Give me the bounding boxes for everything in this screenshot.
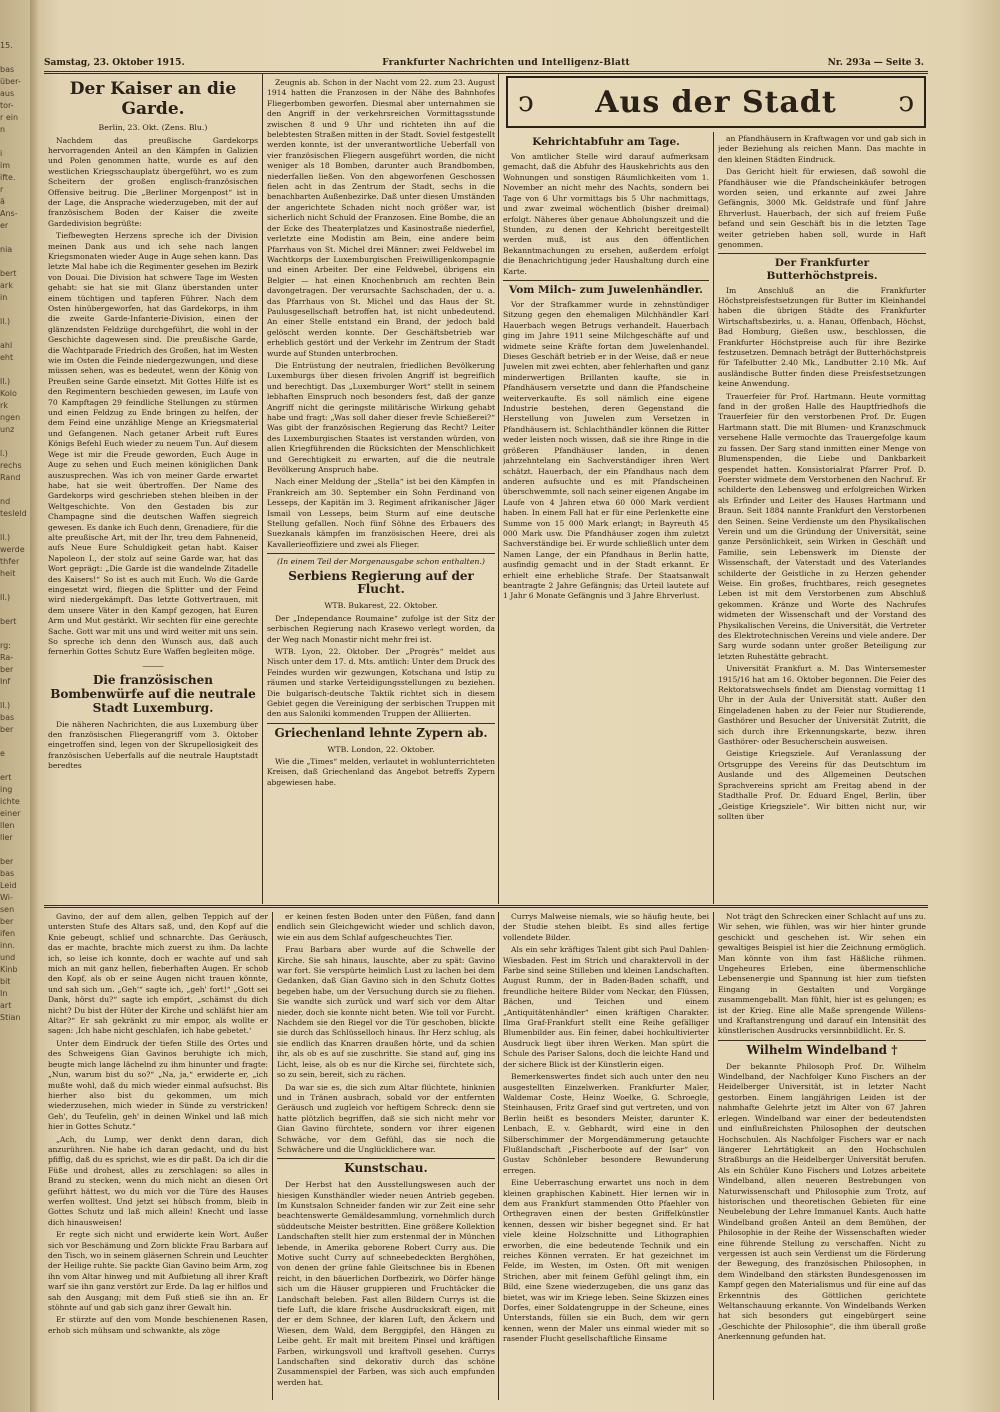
paragraph: Bemerkenswertes findet sich auch unter den neu ausgestellten Einzelwerken. Frankfurter Maler, Waldemar Coste, Heinz Woelke, G. Schroegle, Steinhausen, Fritz Graef sind gut vertreten, und von Berlin heißt es besonders Meister, darunter K. Lenbach, E. v. Gebhardt, wird eine in den Silberschimmer der Morgendämmerung getauchte Flußlandschaft „Fischerboote auf der Isar“ von Gustav Schönleber besondere Bewunderung erregen. bbox=[503, 1072, 709, 1175]
margin-line: r bbox=[0, 185, 4, 194]
paragraph: Unter dem Eindruck der tiefen Stille des Ortes und des Schweigens Gian Gavinos beruhigte ich mich, beugte mich lange lächelnd zu ihm hinunter und fragte: „Nun, warum bist du so?“ „Na, ja,“ erwiderte er, „ich mußte wohl, daß du mich wieder einmal aufsuchst. Bis hierher also bist du gekommen, um mich wiederzusehen, mich wieder in Sünde zu verstricken! Geh', du Teufelin, geh' in deinen Winkel und laß mich hier in Gottes Schutz.“ bbox=[48, 1038, 268, 1132]
margin-line: heit bbox=[0, 569, 16, 578]
body-kehricht bbox=[503, 152, 709, 277]
header-page-number: Nr. 293a — Seite 3. bbox=[827, 58, 924, 68]
dateline-bukarest: WTB. Bukarest, 22. Oktober. bbox=[324, 601, 438, 611]
divider-4 bbox=[718, 253, 926, 254]
margin-line: n bbox=[0, 125, 6, 134]
article-luxemburg-cont bbox=[267, 78, 495, 904]
paragraph: Er stürzte auf den vom Monde beschienenen Rasen, erhob sich mühsam und schwankte, als zöge bbox=[48, 1315, 268, 1335]
margin-line: über- bbox=[0, 77, 21, 86]
margin-line: bas bbox=[0, 713, 15, 722]
margin-line bbox=[0, 364, 30, 376]
column-rule-2 bbox=[498, 74, 499, 904]
margin-line: ber bbox=[0, 917, 14, 926]
margin-line: bert bbox=[0, 269, 17, 278]
margin-line bbox=[0, 484, 30, 496]
paragraph: Vor der Strafkammer wurde in zehnstündiger Sitzung gegen den ehemaligen Milchhändler Karl Hauerbach wegen Betrugs verhandelt. Hauerbach ging im Jahre 1911 seine Milchgeschäfte auf und widmete seine Kräfte fortan dem Juwelenhandel. Dieses Geschäft betrieb er in der Weise, daß er neue Juwelen mit zwei echten, aber fehlerhaften und ganz minderwertigen Brillanten kaufte, sie in Pfandhäusern versetzte und dann die Pfandscheine weiterverkaufte. Es soll nämlich eine eigene Industrie bestehen, deren Gegenstand die Herstellung von Juwelen zum Versetzen in Pfandhäusern ist. Schlachthändler können die Ritter weder leisten noch wissen, daß sie ihre Ringe in die größeren Pfandhäuser landen, in denen jahrzehntelang ein Sachverständiger ihren Wert schätzt. Hauerbach, der ein Pfandhaus nach dem anderen aufsuchte und es mit Pfandscheinen überschwemmte, soll nach seiner eigenen Angabe im Laufe von 4 Jahren etwa 60 000 Mark verdient haben. In einem Fall hat er für eine Perlenkette eine Summe von 15 000 Mark erlangt; in Bayreuth 45 000 Mark usw. Die Pfandhäuser zogen ihm zuletzt Sachverständige bei. Er wurde schließlich unter dem Namen Lange, der ein Pfandhaus in Berlin hatte, ausfindig gemacht und in der Stadt erkannt. Er erhielt eine erhebliche Strafe. Der Staatsanwalt beantragte 2 Jahre Gefängnis; das Urteil lautete auf 1 Jahr 6 Monate Gefängnis und 3 Jahre Ehrverlust. bbox=[503, 300, 709, 601]
body-kaiser-garde bbox=[48, 136, 258, 658]
margin-line: rechs bbox=[0, 461, 22, 470]
headline-luxemburg: Die französischen Bombenwürfe auf die neutrale Stadt Luxemburg. bbox=[50, 673, 256, 715]
body-luxemburg bbox=[48, 720, 258, 772]
headline-serbien: Serbiens Regierung auf der Flucht. bbox=[288, 568, 474, 597]
margin-line: ngen bbox=[0, 413, 21, 422]
margin-line bbox=[0, 328, 30, 340]
margin-line: ifte. bbox=[0, 173, 16, 182]
paragraph: Frau Barbara aber wurde auf die Schwelle der Kirche. Sie sah hinaus, lauschte, aber zu spät: Gavino war fort. Sie verspürte heimlich Lust zu lachen bei dem Gedanken, daß Gian Gavino sich in den Schutz Gottes begeben habe, um der Versuchung durch sie zu fliehen. Sie wandte sich zurück und warf sich vor dem Altar nieder, doch sie konnte nicht beten. Wie toll vor Furcht. Nachdem sie den Riegel vor die Tür geschoben, blickte sie durch das Schlüsselloch hinaus. Ihr Herz schlug, als sie endlich das Knarren draußen hörte, und da schien ihr, als ob es auf sie zuschritte. Sie stand auf, ging ins Licht, leise, als ob es nur die Kirche sei, fürchtete sich, so zu sein, bereit, sich zu rächen. bbox=[277, 945, 495, 1080]
header-paper-name: Frankfurter Nachrichten und Intelligenz-Blatt bbox=[382, 58, 631, 68]
margin-line: ll.) bbox=[0, 593, 11, 602]
margin-line: thfer bbox=[0, 557, 20, 566]
margin-line: Wi- bbox=[0, 893, 13, 902]
margin-line: i bbox=[0, 149, 3, 158]
margin-line: einer bbox=[0, 809, 21, 818]
header-date: Samstag, 23. Oktober 1915. bbox=[44, 58, 185, 68]
feuilleton-story bbox=[48, 912, 268, 1400]
lower-column-rule-2 bbox=[498, 912, 499, 1400]
lower-column-rule-3 bbox=[713, 912, 714, 1400]
margin-line bbox=[0, 628, 30, 640]
margin-line bbox=[0, 304, 30, 316]
margin-line: ber bbox=[0, 857, 14, 866]
margin-line: nd bbox=[0, 497, 11, 506]
headline-juwelenhaendler: Vom Milch- zum Juwelenhändler. bbox=[509, 283, 703, 296]
feuilleton-cont bbox=[277, 912, 495, 1400]
divider-2 bbox=[267, 723, 495, 724]
margin-line: nia bbox=[0, 245, 13, 254]
margin-line: ichte bbox=[0, 797, 20, 806]
divider-5 bbox=[277, 1158, 495, 1159]
body-kunstschau-end bbox=[718, 912, 926, 1037]
paragraph: Der „Independance Roumaine“ zufolge ist der Sitz der serbischen Regierung nach Krasewo verlegt worden, da der Weg nach Monastir nicht mehr frei ist. bbox=[267, 613, 495, 644]
windelband-article bbox=[718, 912, 926, 1400]
margin-line: art bbox=[0, 1001, 12, 1010]
divider bbox=[267, 553, 495, 554]
paragraph: Universität Frankfurt a. M. Das Wintersemester 1915/16 hat am 16. Oktober begonnen. Die Feier des Rektoratswechsels findet am Dienstag vormittag 11 Uhr in der Aula der Universität statt. Außer den Eingeladenen haben zu der Feier nur Studierende, Gasthörer und Besucher der Universität Zutritt, die sich durch ihre Erkennungskarte, bezw. ihren Gasthörer- oder Besucherschein ausweisen. bbox=[718, 664, 926, 747]
margin-line: rk bbox=[0, 401, 8, 410]
headline-kunstschau: Kunstschau. bbox=[344, 1161, 428, 1176]
paragraph: Geistige Kriegsziele. Auf Veranlassung der Ortsgruppe des Vereins für das Deutschtum im Auslande und des Allgemeinen Deutschen Sprachvereins spricht am Freitag abend in der Stadthalle Prof. Dr. Eduard Engel, Berlin, über „Geistige Kriegsziele“. Wir bitten nicht nur, wir sollten über bbox=[718, 749, 926, 821]
margin-line: In bbox=[0, 989, 8, 998]
ornament-left-icon: ↄ bbox=[518, 85, 534, 118]
margin-line: ll.) bbox=[0, 533, 11, 542]
paragraph: Das Gericht hielt für erwiesen, daß sowohl die Pfandhäuser wie die Pfandscheinkäufer betrogen worden seien, und erkannte auf zwei Jahre Gefängnis, 3000 Mk. Geldstrafe und fünf Jahre Ehrverlust. Hauerbach, der sich auf freiem Fuße befand und sein Geschäft bis in die letzten Tage weiter getrieben haben soll, wurde in Haft genommen. bbox=[718, 167, 926, 250]
body-juwelenhaendler bbox=[503, 300, 709, 602]
body-serbien bbox=[267, 614, 495, 720]
margin-line: bas bbox=[0, 65, 15, 74]
margin-line: und bbox=[0, 953, 16, 962]
margin-line bbox=[0, 760, 30, 772]
paragraph: Der Herbst hat den Ausstellungswesen auch der hiesigen Kunsthändler wieder neuen Antrieb gegeben. Im Kunstsalon Schneider fanden wir zur Zeit eine sehr beachtenswerte Gemäldesammlung, vornehmlich durch süddeutsche Meister bestritten. Eine größere Kollektion Landschaften stellt hier zum erstenmal der in München lebende, in Amerika geborene Robert Curry aus. Die Motive sucht Curry auf schneebedeckten Berghöhen, von denen der grüne fahle Gleitschnee bis in Ebenen reicht, in den bäuerlichen Dorfbezirk, wo Dörfer hänge sich um die Häuser gruppieren und Fruchtäcker die Landschaft beleben. Fast allen Bildern Currys ist die tiefe Luft, die klare frische Ausdruckskraft eigen, mit der er dem Schnee, der klaren Luft, den Äckern und Wiesen, dem Wald, dem Berggipfel, den Hängen zu Leibe geht. Er malt mit breitem Pinsel und kräftigen Farben, wirkungsvoll und kraftvoll gesehen. Currys Landschaften sind dekorativ durch das schöne Zusammenspiel der Farben, was sich auch empfunden werden hat. bbox=[277, 1180, 495, 1387]
margin-line: im bbox=[0, 161, 11, 170]
paragraph: Nachdem das preußische Gardekorps hervorragenden Anteil an den Kämpfen in Galizien und Polen genommen hatte, wurde es auf den westlichen Kriegsschauplatz übergeführt, wo es zum Scheitern der großen englisch-französischen Offensive beitrug. Die „Berliner Morgenpost“ ist in der Lage, die Ansprache wiederzugeben, mit der auf französischem Boden der Kaiser die zweite Gardedivision begrüßte: bbox=[48, 135, 258, 228]
paragraph: Er regte sich nicht und erwiderte kein Wort. Außer sich vor Beschämung und Zorn blickte Frau Barbara auf den Tisch, wo in seinem gläsernen Schrein und Leuchter der Heilige ruhte. Sie packte Gian Gavino beim Arm, zog ihn vom Altar hinweg und mit Aufbietung all ihrer Kraft warf sie ihn ganz verstört zur Erde. Da lag er hilflos und sah den Ausgang; mit dem Fuß stieß sie ihn an. Er stöhnte auf und gab sich ganz ihrer Gewalt hin. bbox=[48, 1230, 268, 1313]
margin-line: Rand bbox=[0, 473, 21, 482]
headline-kehricht: Kehrichtabfuhr am Tage. bbox=[532, 136, 680, 148]
paragraph: Die Entrüstung der neutralen, friedlichen Bevölkerung Luxemburgs über diesen frivolen Angriff ist begreiflich und berechtigt. Das „Luxemburger Wort“ stellt in seinem lebhaften Einspruch noch besonders fest, daß der ganze Angriff nicht die geringste militärische Wirkung gehabt habe und fragt: „Was soll daher dieser frevle Schießerei?“ Was gibt der französischen Regierung das Recht? Leiter des Luxemburgischen Staates ist verstanden würden, von allen Kriegführenden die Rücksichten der Menschlichkeit und Gerechtigkeit zu erwarten, auf die die neutrale Bevölkerung Anspruch habe. bbox=[267, 360, 495, 475]
kunstschau-cont bbox=[503, 912, 709, 1400]
section-title: Aus der Stadt bbox=[595, 84, 837, 120]
margin-line: Inf bbox=[0, 677, 11, 686]
margin-line: ll.) bbox=[0, 317, 11, 326]
headline-kaiser-garde: Der Kaiser an die Garde. bbox=[69, 79, 237, 119]
margin-line: llen bbox=[0, 821, 15, 830]
paragraph: Von amtlicher Stelle wird darauf aufmerksam gemacht, daß die Abfuhr des Hauskehrichts aus den Wohnungen und sonstigen Räumlichkeiten vom 1. November an nicht mehr des Nachts, sondern bei Tage von 6 Uhr vormittags bis 5 Uhr nachmittags, und zwar zweimal wöchentlich (bisher dreimal) erfolgt. Näheres über genaue Abholungszeit und die Stunden, zu denen der Kehricht bereitgestellt werden muß, ist aus den öffentlichen Bekanntmachungen zu ersehen, außerdem erfolgt die Benachrichtigung jeder Haushaltung durch eine Karte. bbox=[503, 152, 709, 276]
divider-6 bbox=[718, 1040, 926, 1041]
paragraph: Trauerfeier für Prof. Hartmann. Heute vormittag fand in der großen Halle des Hauptfriedhofs die Trauerfeier für den verstorbenen Prof. Dr. Eugen Hartmann statt. Die mit Blumen- und Kranzschmuck versehene Halle vermochte das Trauergefolge kaum zu fassen. Der Sarg stand inmitten einer Menge von Blumenspenden, die Liebe und Dankbarkeit gespendet hatten. Konsistorialrat Pfarrer Prof. D. Foerster widmete dem Verstorbenen den Nachruf. Er schilderte den Lebensweg und erfolgreichen Wirken als Erfinder und Leiter des Hauses Hartmann und Braun. Seit 1884 nannte Frankfurt den Verstorbenen den Seinen. Seine Verdienste um den Physikalischen Verein und um die Gründung der Universität, seine ganze Persönlichkeit, sein Wirken in Geschäft und Familie, sein Lebenswerk im Dienste der Wissenschaft, der Vaterstadt und des Vaterlandes schilderte der Geistliche in zu Herzen gehender Weise. Ein großes, fruchtbares, reich gesegnetes Leben ist mit dem Verstorbenen zum Abschluß gekommen. Kränze und Worte des Nachrufes widmeten der Wissenschaft und der Vorstand des Physikalischen Vereins, die Universität, die Vertreter des Elektrotechnischen Vereins und viele andere. Der Sarg wurde sodann unter großer Beteiligung zur letzten Ruhestätte gebracht. bbox=[718, 391, 926, 661]
paragraph: Gavino, der auf dem allen, gelben Teppich auf der untersten Stufe des Altars saß, und, den Kopf auf die Knie gebeugt, schlief und schnarchte. Das Geräusch, das er machte, brachte mich zuerst zu ihm. Da lachte ich, so leise ich konnte, doch er wachte auf und sah mich an mit ganz hellen, fieberhaften Augen. Er schob den Kopf, als ob er seine Augen nicht trauen könnte, und sah sich um. „Geh'“ sagte ich, „geh' fort!“ „Gott sei Dank, hörst du?“ sagte ich empört, „schämst du dich nicht? Du bist der Hüter der Kirche und schläfst hier am Altar?“ Er sah gekränkt zu mir empor, als wollte er sagen: ‚Ich habe nicht geschlafen, ich habe gebetet.‘ bbox=[48, 912, 268, 1036]
paragraph: Da war sie es, die sich zum Altar flüchtete, hinknien und in Tränen ausbrach, sobald vor der entfernten Geräusch und zugleich vor heftigem Schreck: denn sie hatte plötzlich begriffen, daß sie sich nicht mehr vor Gian Gavino fürchtete, sondern vor ihrer eigenen Schwäche, vor dem Gefühl, das sie noch die Schwächere und die Unglücklichere war. bbox=[277, 1082, 495, 1154]
body-griechenland bbox=[267, 757, 495, 788]
margin-line: ert bbox=[0, 773, 12, 782]
margin-line: aus bbox=[0, 89, 15, 98]
margin-line: inn. bbox=[0, 941, 15, 950]
margin-line bbox=[0, 844, 30, 856]
headline-griechenland: Griechenland lehnte Zypern ab. bbox=[274, 725, 488, 740]
margin-line bbox=[0, 736, 30, 748]
separator: ――― bbox=[142, 661, 164, 670]
section-rule bbox=[44, 905, 928, 906]
section-heading-aus-der-stadt bbox=[506, 76, 926, 128]
margin-line: Ra- bbox=[0, 653, 14, 662]
paragraph: WTB. Lyon, 22. Oktober. Der „Progrès“ meldet aus Nisch unter dem 17. d. Mts. amtlich: Unter dem Druck des Feindes wurden wir gezwungen, Kotschana und Istip zu räumen und starke Verteidigungsstellungen zu beziehen. Die bulgarisch-deutsche Taktik richtet sich in diesem Gebiet gegen die Vereinigung der serbischen Truppen mit den aus Saloniki kommenden Truppen der Alliierten. bbox=[267, 646, 495, 719]
margin-line: bit bbox=[0, 977, 11, 986]
header-rule-2 bbox=[44, 73, 928, 74]
paragraph: er keinen festen Boden unter den Füßen, fand dann endlich sein Gleichgewicht wieder und schlich davon, wie ein aus dem Schlaf aufgescheuchtes Tier. bbox=[277, 912, 495, 942]
margin-line: Stian bbox=[0, 1013, 21, 1022]
margin-line: ifen bbox=[0, 929, 16, 938]
divider-3 bbox=[503, 280, 709, 281]
paragraph: „Ach, du Lump, wer denkt denn daran, dich anzurühren. Nie habe ich daran gedacht, und du bist pfiffig, daß du es sprichst, wie es dir paßt. Da ich dir die Füße und drohest, alles zu zerschlagen: so alles in Brand zu stecken, wenn du mich nicht an diesen Ort geführt hättest, wo du mich vor die Türe des Hauses werfen wolltest. Und jetzt sei hübsch fromm, bleib in Gottes Schutz und laß mich allein! Knecht und lasse dich hinausweisen! bbox=[48, 1134, 268, 1227]
paragraph: Not trägt den Schrecken einer Schlacht auf uns zu. Wir sehen, wie fühlen, was wir hier hinter grunde geschickt und geschehen ist. Wir sehen ein gewaltiges Beispiel ist hier die Zeichnung ermöglich. Man könnte von ihm fast Häßliche rühmen. Ungeheures Erleben, eine übermenschliche Lebensenergie und Spannung ist hier zum tiefsten Eingang in Gestalten und Vorgänge zusammengeballt. Man fühlt, hier ist es gelungen; es ist der Krieg. Eine alle Maße sprengende Willens- und Kraftanstrengung und darauf ein Intensität des künstlerischen Ausdrucks versinnbildlicht. Er. S. bbox=[718, 912, 926, 1036]
margin-line: bas bbox=[0, 869, 15, 878]
paragraph: Tiefbewegten Herzens spreche ich der Division meinen Dank aus und ich sehe nach langen Kriegsmonaten wieder Auge in Auge sehen kann. Das letzte Mal habe ich die Regimenter gesehen im Bezirk von Douai. Die Division hat schwere Tage im Westen gehabt: sie hat sie mit Glanz überstanden unter einem tüchtigen und tapferen Führer. Nach dem Osten hinübergeworfen, hat das Gardekorps, in ihm die zweite Garde-Infanterie-Division, einen der glänzendsten Feldzüge durchgeführt, die wohl in der Geschichte dagewesen sind. Die preußische Garde, die Wachtparade Friedrich des Großen, hat im Westen wie im Osten die Feinde niedergezwungen, und diese müssen sehen, was es bedeutet, wenn der König von Preußen seine Garde einsetzt. Mit Gottes Hilfe ist es den Regimentern beschieden gewesen, im Laufe von 70 Kampftagen 29 feindliche Stellungen zu stürmen und einen Feldzug zu Ende bringen zu helfen, der dem Feind eine unzählige Menge an Kriegsmaterial und Gefangenen. Nach getaner Arbeit ruft Eures Königs Befehl Euch wieder zu neuem Tun. Auf diesem Wege ist mir die Freude geworden, Euch Auge in Auge zu sehen und Euch meinen königlichen Dank auszusprechen. Was ich von meiner Garde erwartet habe, hat sie weit übertroffen. Der Name des Gardekorps wird geschrieben stehen bleiben in der Weltgeschichte. Von den Gestaden bis zur Champagne sind die deutschen Waffen siegreich gewesen. Es danke ich Euch denn, Grenadiere, für die alte preußische Art, mit der Ihr, treu dem Fahneneid, aufs Neue Eure Schuldigkeit getan habt. Kaiser Napoleon I., der stolz auf seine Garde war, hat das Wort geprägt: „Die Garde ist die wandelnde Zitadelle des Kaisers!“ So ist es auch mit Euch. Wo die Garde eingesetzt wird, fliegen die Splitter und der Feind wird niedergekämpft. Das letzte Gottvertrauen, mit dem unsere Väter in den Kampf gezogen, hat Euren Arm und Mut gestärkt. Wir sechten für eine gerechte Sache. Gott war mit uns und wird weiter mit uns sein. So spreche ich denn den Wunsch aus, daß auch fernerhin Gottes Schutz Eure Waffen begleiten möge. bbox=[48, 231, 258, 657]
margin-line: sen bbox=[0, 905, 15, 914]
margin-line: Ans- bbox=[0, 209, 18, 218]
margin-line: unz bbox=[0, 425, 15, 434]
margin-line: Kinb bbox=[0, 965, 18, 974]
paragraph: Als ein sehr kräftiges Talent gibt sich Paul Dahlen-Wiesbaden. Fest im Strich und charaktervoll in der Farbe sind seine Stilleben und kleinen Landschaften. August Rumm, der in Baden-Baden schafft, und freundliche heitere Bilder vom Neckar, den Flüssen, Bächen, und Teichen und einem „Antiquitätenhändler“ einen kräftigen Charakter. Ilma Graf-Frankfurt stellt eine Reihe gefälliger Blumenbilder aus. Ein feiner, dabei hochkultivierter Ausdruck liegt über ihren Werken. Man spürt die Schule des Pariser Salons, doch die leichte Hand und der sichere Blick ist der Künstlerin eigen. bbox=[503, 945, 709, 1069]
column-rule-3 bbox=[713, 132, 714, 904]
article-butter bbox=[718, 134, 926, 904]
paragraph: Eine Ueberraschung erwartet uns noch in dem kleinen graphischen Kabinett. Hier lernen wir in dem aus Frankfurt stammenden Otto Pfaehler von Orthegraven einen der besten Griffelkünstler kennen, dessen wir bisher begegnet sind. Er hat viele kleine Holzschnitte und Lithographien erworben, die eine bedeutende Technik und ein reiches Können verraten. Er hat gezeichnet im Felde, im Westen, im Osten. Oft mit wenigen Strichen, aber mit feinem Gefühl gelingt ihm, ein Bild, eine Szene wiederzugeben, die uns ganz das bietet, was wir im Kriege leben. Seine Skizzen eines Dorfes, einer Soldatengruppe in der Scheune, eines Unterstands, füllen sie ein Buch, dem wir gern kennen, wenn der Maler uns einmal wieder mit so rasender Flucht gesellschaftliche Einsame bbox=[503, 1178, 709, 1344]
margin-line: ä bbox=[0, 197, 5, 206]
body-kunstschau-cont bbox=[503, 912, 709, 1345]
margin-line: 15. bbox=[0, 41, 13, 50]
paragraph: Der bekannte Philosoph Prof. Dr. Wilhelm Windelband, der Nachfolger Kuno Fischers an der Heidelberger Universität, ist in letzter Nacht gestorben. Einem langjährigen Leiden ist der nahmhafte Gelehrte jetzt im Alter von 67 Jahren erlegen. Windelband war einer der bedeutendsten und einflußreichsten Philosophen der deutschen Hochschulen. Als Nachfolger Fischers war er nach längerer Lehrtätigkeit an den Hochschulen Straßburgs an die Heidelberger Universität berufen. Als ein Schüler Kuno Fischers und Lotzes arbeitete Windelband, allen neueren Bestrebungen von Naturwissenschaft und Philosophie zum Trotz, auf historischen und theoretischen Gebieten für eine Neubelebung der Lehre Immanuel Kants. Auch hatte Windelband großen Anteil an dem Bemühen, der Philosophie in der Reihe der Wissenschaften wieder eine führende Stellung zu verschaffen. Nicht zu vergessen ist auch sein Verdienst um die Förderung der Bewegung, des französischen Philosophen, in dem Windelband den stärksten Bundesgenossen im Kampf gegen den Materialismus und für eine auf das Erkenntnis des Göttlichen gerichtete Weltanschauung erkannte. Von Windelbands Werken hat sich besonders gut eingebürgert seine „Geschichte der Philosophie“, die ihm überall große Anerkennung gefunden hat. bbox=[718, 1061, 926, 1342]
margin-line: ll.) bbox=[0, 377, 11, 386]
margin-line bbox=[0, 520, 30, 532]
margin-line: e bbox=[0, 749, 5, 758]
margin-line bbox=[0, 604, 30, 616]
ornament-right-icon: ↄ bbox=[898, 85, 914, 118]
margin-line: ber bbox=[0, 725, 14, 734]
margin-line: ber bbox=[0, 665, 14, 674]
margin-line: tor- bbox=[0, 101, 14, 110]
dateline-berlin: Berlin, 23. Okt. (Zens. Blu.) bbox=[98, 123, 208, 133]
section-rule-2 bbox=[44, 907, 928, 908]
feuilleton-body bbox=[48, 912, 268, 1336]
margin-line bbox=[0, 232, 30, 244]
margin-line: r ein bbox=[0, 113, 19, 122]
margin-line bbox=[0, 436, 30, 448]
lower-column-rule-1 bbox=[272, 912, 273, 1400]
article-kaiser-garde bbox=[48, 78, 258, 904]
paragraph: Currys Malweise niemals, wie so häufig heute, bei der Studie stehen bleibt. Es sind alles fertige vollendete Bilder. bbox=[503, 912, 709, 942]
margin-line: ll.) bbox=[0, 701, 11, 710]
body-windelband bbox=[718, 1062, 926, 1343]
margin-line: in bbox=[0, 293, 8, 302]
margin-line: er bbox=[0, 221, 9, 230]
margin-line: l.) bbox=[0, 449, 8, 458]
paragraph: an Pfandhäusern in Kraftwagen vor und gab sich in jeder Beziehung als reichen Mann. Das machte in den kleinen Städten Eindruck. bbox=[718, 134, 926, 164]
page-header bbox=[44, 56, 924, 70]
margin-line bbox=[0, 580, 30, 592]
margin-line: bert bbox=[0, 617, 17, 626]
body-luxemburg-cont bbox=[267, 78, 495, 550]
margin-line: ark bbox=[0, 281, 13, 290]
headline-butterhoechstpreis: Der Frankfurter Butterhöchstpreis. bbox=[766, 257, 878, 282]
margin-line bbox=[0, 688, 30, 700]
margin-line: werde bbox=[0, 545, 25, 554]
margin-line: Kolo bbox=[0, 389, 17, 398]
margin-line bbox=[0, 136, 30, 148]
margin-line bbox=[0, 52, 30, 64]
margin-line bbox=[0, 256, 30, 268]
body-kunstschau bbox=[277, 1180, 495, 1388]
paragraph: Wie die „Times“ melden, verlautet in wohlunterrichteten Kreisen, daß Griechenland das Angebot betreffs Zypern abgewiesen habe. bbox=[267, 756, 495, 787]
margin-line: eht bbox=[0, 353, 14, 362]
paragraph: Im Anschluß an die Frankfurter Höchstpreisfestsetzungen für Butter im Kleinhandel haben die übrigen Städte des Frankfurter Wirtschaftsbezirks, u. a. Hanau, Offenbach, Höchst, Bad Homburg, Gießen usw., beschlossen, die Frankfurter Höchstpreise auch für ihre Bezirke festzusetzen. Demnach beträgt der Butterhöchstpreis für Tafelbutter 2.40 Mk., Landbutter 2.10 Mk. Auf ausländische Butter finden diese Preisfestsetzungen keine Anwendung. bbox=[718, 285, 926, 389]
column-rule-1 bbox=[262, 74, 263, 904]
margin-line: ller bbox=[0, 833, 13, 842]
paragraph: Zeugnis ab. Schon in der Nacht vom 22. zum 23. August 1914 hatten die Franzosen in der Nähe des Bahnhofes Fliegerbomben geworfen. Diesmal aber unternahmen sie den Angriff in der verkehrsreichen Vormittagsstunde zwischen 8 und 9 Uhr und richteten ihn auf die belebtesten Straßen mitten in der Stadt. Soviel festgestellt werden konnte, ist der unverantwortliche Ueberfall von vier französischen Fliegern ausgeführt worden, die nicht weniger als 18 Bomben, darunter auch Brandbomben, niederfallen ließen. Von den abgeworfenen Geschossen fielen acht in das Zentrum der Stadt, sechs in die benachbarten Außenbezirke. Daß unter diesen Umständen der angerichtete Schaden nicht noch größer war, ist sicherlich nicht Schuld der Franzosen. Eine Bombe, die an der Ecke des Theaterplatzes und Kasinostraße niederfiel, verletzte eine Modistin am Bein, eine andere beim Pfarrhaus von St. Michel drei Männer: zwei Feldwebel im Wachtkorps der Luxemburgischen Freiwilligenkompagnie und einen Arbeiter. Der eine Feldwebel, übrigens ein Belgier — hat einen Knochenbruch am rechten Bein davongetragen. Der verursachte Sachschaden, der u. a. das Pfarrhaus von St. Michel und das Haus der St. Paulusgesellschaft betroffen hat, ist nicht unbedeutend. An einer Stelle entstand ein Brand, der jedoch bald gelöscht werden konnte. Der Geschäftsbetrieb war erheblich gestört und der Verkehr im Zentrum der Stadt wurde auf Stunden unterbrochen. bbox=[267, 78, 495, 358]
headline-windelband: Wilhelm Windelband † bbox=[746, 1042, 898, 1057]
body-butter bbox=[718, 286, 926, 823]
previous-page-margin bbox=[0, 40, 30, 1400]
dateline-london: WTB. London, 22. Oktober. bbox=[327, 744, 435, 754]
header-rule bbox=[44, 71, 928, 72]
margin-line: Leid bbox=[0, 881, 17, 890]
page-fold bbox=[30, 0, 40, 1412]
margin-line: tesleld bbox=[0, 509, 27, 518]
margin-line: ahl bbox=[0, 341, 13, 350]
body-juwelen-cont bbox=[718, 134, 926, 250]
feuilleton-body-cont bbox=[277, 912, 495, 1155]
margin-line: rg: bbox=[0, 641, 11, 650]
article-kehricht bbox=[503, 134, 709, 904]
paragraph: Die näheren Nachrichten, die aus Luxemburg über den französischen Fliegerangriff vom 3. Oktober eingetroffen sind, legen von der Skrupellosigkeit des französischen Ueberfalls auf die neutrale Hauptstadt beredtes bbox=[48, 719, 258, 771]
paragraph: Nach einer Meldung der „Stella“ ist bei den Kämpfen in Frankreich am 30. September ein Sohn Ferdinand von Lesseps, der Kapitän im 3. Regiment afrikanischer Jäger Ismail von Lesseps, beim Sturm auf eine deutsche Stellung gefallen. Noch fünf Söhne des Erbauers des Suezkanals kämpfen im französischen Heere, drei als Kavallerieoffiziere und zwei als Flieger. bbox=[267, 477, 495, 549]
margin-line: ing bbox=[0, 785, 13, 794]
morning-edition-note: (In einem Teil der Morgenausgabe schon enthalten.) bbox=[277, 557, 485, 567]
